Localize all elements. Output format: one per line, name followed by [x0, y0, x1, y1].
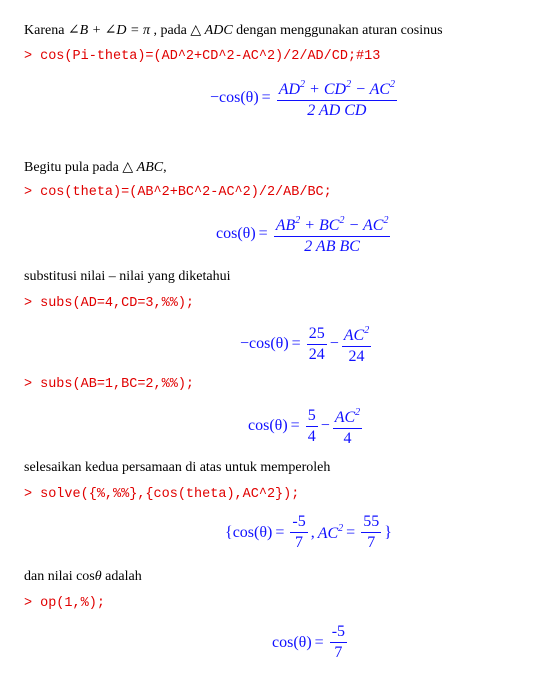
text-line-2	[24, 159, 167, 176]
maple-output-2	[216, 212, 393, 256]
fraction-numerator: -5	[290, 513, 307, 533]
fraction	[330, 623, 347, 662]
maple-output-4	[248, 404, 365, 448]
fraction-denominator: 2 AB BC	[304, 238, 360, 255]
maple-command-1[interactable]	[24, 49, 380, 64]
maple-command-2[interactable]	[24, 185, 332, 200]
fraction-denominator: 4	[343, 430, 352, 447]
math-angle-sum: ∠B + ∠D = π	[67, 23, 150, 38]
maple-output-5	[225, 513, 392, 552]
fraction-numerator: 55	[361, 513, 381, 533]
fraction-denominator: 2 AD CD	[307, 102, 367, 119]
math-triangle-name: ABC	[136, 160, 164, 175]
fraction-numerator: $AD^2 + CD^2 - AC^2$	[277, 76, 397, 101]
prompt-symbol: >	[24, 185, 33, 200]
prompt-symbol: >	[24, 49, 33, 64]
fraction-numerator: 25	[307, 325, 327, 345]
minus-sign: −	[329, 335, 339, 352]
text-segment: dan nilai cos	[24, 569, 95, 584]
output-lhs: cos(θ)	[272, 633, 312, 651]
fraction	[307, 325, 327, 364]
math-theta: θ	[94, 569, 102, 584]
maple-output-6	[272, 623, 350, 662]
equals-sign: =	[346, 523, 356, 541]
equals-sign: =	[275, 523, 285, 541]
brace-open: {	[225, 523, 233, 541]
output-lhs: cos(θ)	[248, 417, 288, 434]
ac-squared: $AC^2$	[317, 522, 344, 542]
maple-command-5[interactable]	[24, 487, 299, 502]
equals-sign: =	[314, 633, 324, 651]
output-lhs: cos(θ)	[216, 225, 256, 242]
command-text[interactable]: cos(theta)=(AB^2+BC^2-AC^2)/2/AB/BC;	[40, 185, 332, 200]
fraction-denominator: 24	[308, 345, 325, 363]
text-segment: adalah	[101, 569, 142, 584]
prompt-symbol: >	[24, 377, 33, 392]
text-segment: , pada △	[149, 23, 205, 38]
command-text[interactable]: subs(AB=1,BC=2,%%);	[40, 377, 195, 392]
fraction-denominator: 24	[348, 348, 365, 365]
fraction-numerator: $AC^2$	[342, 322, 371, 347]
equals-sign: =	[291, 335, 301, 352]
fraction	[274, 212, 391, 256]
comma: ,	[310, 523, 315, 541]
text-segment: dengan menggunakan aturan cosinus	[232, 23, 443, 38]
maple-output-1	[210, 76, 400, 120]
command-text[interactable]: subs(AD=4,CD=3,%%);	[40, 296, 195, 311]
brace-close: }	[384, 523, 392, 541]
fraction-denominator: 7	[295, 534, 304, 551]
text-line-5	[24, 569, 142, 585]
math-triangle-name: ADC	[204, 23, 233, 38]
maple-command-4[interactable]	[24, 377, 194, 392]
equals-sign: =	[290, 417, 300, 434]
maple-command-3[interactable]	[24, 296, 194, 311]
equals-sign: =	[258, 225, 268, 242]
text-line-3: substitusi nilai – nilai yang diketahui	[24, 269, 231, 284]
output-lhs: −cos(θ)	[210, 89, 259, 106]
output-lhs: cos(θ)	[232, 523, 273, 541]
maple-command-6[interactable]	[24, 596, 105, 611]
minus-sign: −	[320, 417, 330, 434]
text-line-4: selesaikan kedua persamaan di atas untuk memperoleh	[24, 460, 331, 475]
fraction-numerator: 5	[306, 407, 318, 427]
fraction-denominator: 4	[307, 427, 316, 445]
fraction	[342, 322, 371, 366]
fraction-denominator: 7	[334, 644, 343, 661]
equals-sign: =	[261, 89, 271, 106]
prompt-symbol: >	[24, 596, 33, 611]
maple-output-3	[240, 322, 374, 366]
command-text[interactable]: op(1,%);	[40, 596, 105, 611]
fraction	[361, 513, 381, 552]
command-text[interactable]: cos(Pi-theta)=(AD^2+CD^2-AC^2)/2/AD/CD;#13	[40, 49, 381, 64]
fraction-numerator: $AB^2 + BC^2 - AC^2$	[274, 212, 391, 237]
fraction	[277, 76, 397, 120]
prompt-symbol: >	[24, 487, 33, 502]
output-lhs: −cos(θ)	[240, 335, 289, 352]
fraction-numerator: $AC^2$	[333, 404, 362, 429]
command-text[interactable]: solve({%,%%},{cos(theta),AC^2});	[40, 487, 300, 502]
fraction-numerator: -5	[330, 623, 347, 643]
fraction	[333, 404, 362, 448]
text-segment: Begitu pula pada △	[24, 160, 137, 175]
text-segment: Karena	[24, 23, 68, 38]
text-line-1	[24, 22, 443, 39]
fraction-denominator: 7	[367, 534, 376, 551]
prompt-symbol: >	[24, 296, 33, 311]
text-segment: ,	[163, 160, 167, 175]
fraction	[306, 407, 318, 446]
fraction	[290, 513, 307, 552]
